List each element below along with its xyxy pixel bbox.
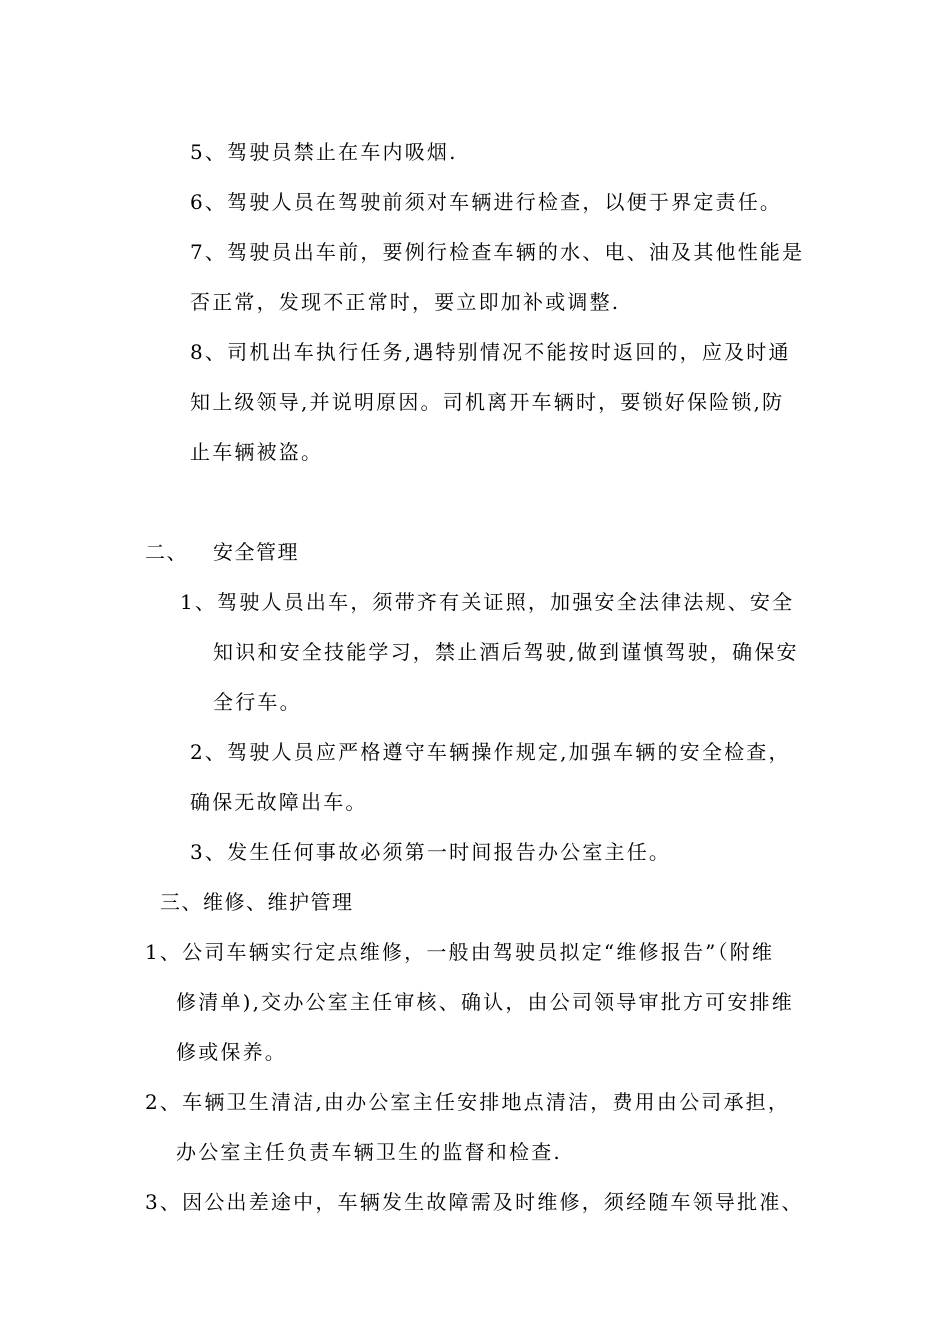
safety-rule-2-line-2: 确保无故障出车。 [190,790,368,814]
safety-rule-2-line-1: 2、驾驶人员应严格遵守车辆操作规定,加强车辆的安全检查， [190,740,791,764]
rule-5: 5、驾驶员禁止在车内吸烟. [190,140,458,164]
section-2-number: 二、 [145,540,188,564]
repair-rule-1-line-3: 修或保养。 [176,1040,287,1064]
safety-rule-3: 3、发生任何事故必须第一时间报告办公室主任。 [190,840,672,864]
safety-rule-1-line-1: 1、驾驶人员出车，须带齐有关证照，加强安全法律法规、安全 [180,590,795,614]
repair-rule-1-line-2: 修清单),交办公室主任审核、确认，由公司领导审批方可安排维 [176,990,794,1014]
repair-rule-3-line-1: 3、因公出差途中，车辆发生故障需及时维修，须经随车领导批准、 [145,1190,804,1214]
rule-7-line-2: 否正常，发现不正常时，要立即加补或调整. [190,290,621,314]
repair-rule-2-line-2: 办公室主任负责车辆卫生的监督和检查. [176,1140,562,1164]
rule-6: 6、驾驶人员在驾驶前须对车辆进行检查，以便于界定责任。 [190,190,783,214]
rule-8-line-1: 8、司机出车执行任务,遇特别情况不能按时返回的，应及时通 [190,340,791,364]
rule-8-line-3: 止车辆被盗。 [190,440,324,464]
section-3-title: 三、维修、维护管理 [160,890,354,914]
repair-rule-2-line-1: 2、车辆卫生清洁,由办公室主任安排地点清洁，费用由公司承担， [145,1090,791,1114]
repair-rule-1-line-1: 1、公司车辆实行定点维修，一般由驾驶员拟定“维修报告”（附维 [145,940,775,964]
safety-rule-1-line-3: 全行车。 [213,690,302,714]
rule-7-line-1: 7、驾驶员出车前，要例行检查车辆的水、电、油及其他性能是 [190,240,805,264]
section-2-title: 安全管理 [213,540,299,564]
safety-rule-1-line-2: 知识和安全技能学习，禁止酒后驾驶,做到谨慎驾驶，确保安 [213,640,799,664]
rule-8-line-2: 知上级领导,并说明原因。司机离开车辆时，要锁好保险锁,防 [190,390,785,414]
